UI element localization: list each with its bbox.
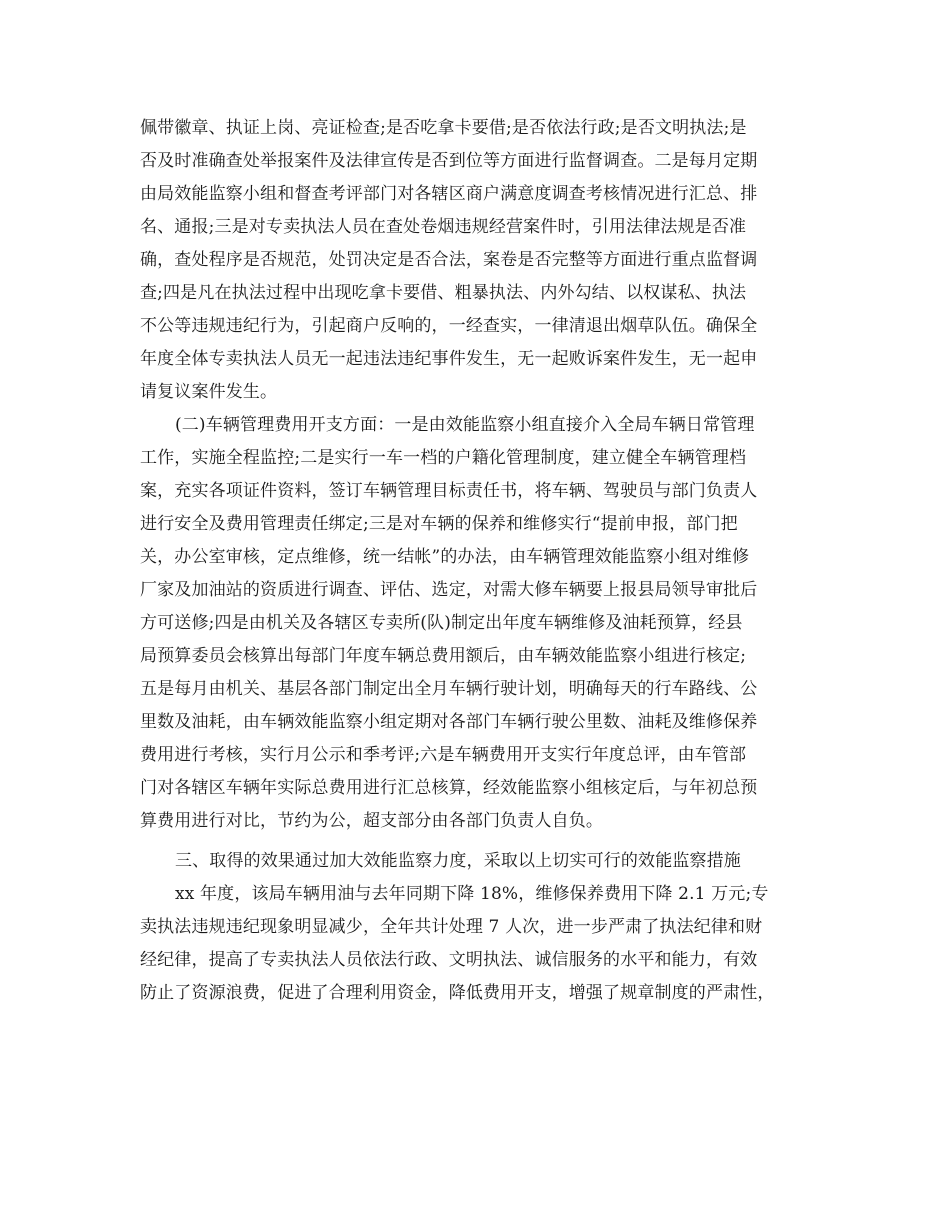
text-line: 局预算委员会核算出每部门年度车辆总费用额后，由车辆效能监察小组进行核定; bbox=[140, 646, 747, 666]
text-line: 费用进行考核，实行月公示和季考评;六是车辆费用开支实行年度总评，由车管部 bbox=[140, 745, 747, 765]
text-line: 案，充实各项证件资料，签订车辆管理目标责任书，将车辆、驾驶员与部门负责人 bbox=[140, 481, 758, 501]
text-line: 防止了资源浪费，促进了合理利用资金，降低费用开支，增强了规章制度的严肃性， bbox=[140, 983, 775, 1003]
text-line: 五是每月由机关、基层各部门制定出全月车辆行驶计划，明确每天的行车路线、公 bbox=[140, 679, 758, 699]
text-line: 由局效能监察小组和督查考评部门对各辖区商户满意度调查考核情况进行汇总、排 bbox=[140, 184, 758, 204]
text-line: 请复议案件发生。 bbox=[140, 382, 278, 402]
section-heading: 三、取得的效果通过加大效能监察力度，采取以上切实可行的效能监察措施 bbox=[175, 851, 741, 871]
paragraph-heading: (二)车辆管理费用开支方面：一是由效能监察小组直接介入全局车辆日常管理 bbox=[175, 415, 755, 435]
text-line: 卖执法违规违纪现象明显减少，全年共计处理 7 人次，进一步严肃了执法纪律和财 bbox=[140, 917, 763, 937]
text-line: 门对各辖区车辆年实际总费用进行汇总核算，经效能监察小组核定后，与年初总预 bbox=[140, 778, 758, 798]
text-line: 名、通报;三是对专卖执法人员在查处卷烟违规经营案件时，引用法律法规是否准 bbox=[140, 217, 747, 237]
text-line: xx 年度，该局车辆用油与去年同期下降 18%，维修保养费用下降 2.1 万元;专 bbox=[175, 884, 769, 904]
text-line: 工作，实施全程监控;二是实行一车一档的户籍化管理制度，建立健全车辆管理档 bbox=[140, 448, 747, 468]
text-line: 进行安全及费用管理责任绑定;三是对车辆的保养和维修实行“提前申报，部门把 bbox=[140, 514, 738, 534]
text-line: 确，查处程序是否规范，处罚决定是否合法，案卷是否完整等方面进行重点监督调 bbox=[140, 250, 758, 270]
text-line: 否及时准确查处举报案件及法律宣传是否到位等方面进行监督调查。二是每月定期 bbox=[140, 151, 758, 171]
text-line: 经纪律，提高了专卖执法人员依法行政、文明执法、诚信服务的水平和能力，有效 bbox=[140, 950, 758, 970]
text-line: 佩带徽章、执证上岗、亮证检查;是否吃拿卡要借;是否依法行政;是否文明执法;是 bbox=[140, 118, 747, 138]
text-line: 查;四是凡在执法过程中出现吃拿卡要借、粗暴执法、内外勾结、以权谋私、执法 bbox=[140, 283, 747, 303]
text-line: 算费用进行对比，节约为公，超支部分由各部门负责人自负。 bbox=[140, 811, 604, 831]
text-line: 里数及油耗，由车辆效能监察小组定期对各部门车辆行驶公里数、油耗及维修保养 bbox=[140, 712, 758, 732]
text-line: 方可送修;四是由机关及各辖区专卖所(队)制定出年度车辆维修及油耗预算，经县 bbox=[140, 613, 743, 633]
text-line: 关，办公室审核，定点维修，统一结帐”的办法，由车辆管理效能监察小组对维修 bbox=[140, 547, 750, 567]
text-line: 厂家及加油站的资质进行调查、评估、选定，对需大修车辆要上报县局领导审批后 bbox=[140, 580, 758, 600]
text-line: 年度全体专卖执法人员无一起违法违纪事件发生，无一起败诉案件发生，无一起申 bbox=[140, 349, 758, 369]
text-line: 不公等违规违纪行为，引起商户反响的，一经查实，一律清退出烟草队伍。确保全 bbox=[140, 316, 758, 336]
